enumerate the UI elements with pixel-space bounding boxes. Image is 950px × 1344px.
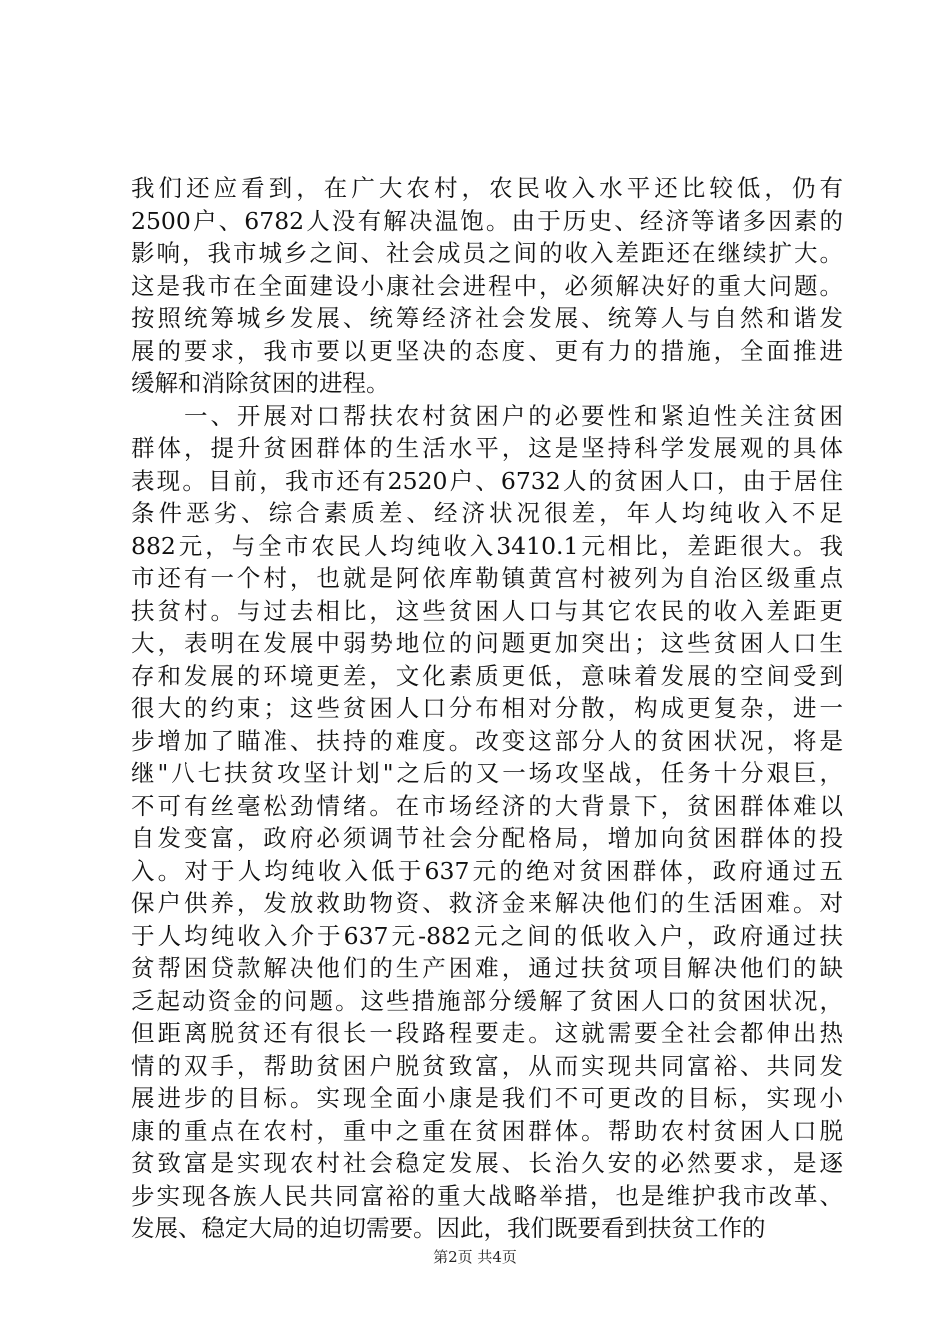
text-line: 表现。目前，我市还有2520户、6732人的贫困人口，由于居住	[131, 466, 843, 495]
page-number-footer: 第2页 共4页	[433, 1248, 517, 1266]
text-line: 按照统筹城乡发展、统筹经济社会发展、统筹人与自然和谐发	[131, 304, 843, 332]
text-line: 这是我市在全面建设小康社会进程中，必须解决好的重大问题。	[131, 271, 843, 300]
text-line: 情的双手，帮助贫困户脱贫致富，从而实现共同富裕、共同发	[131, 1051, 843, 1080]
text-line: 市还有一个村，也就是阿依库勒镇黄宫村被列为自治区级重点	[131, 564, 843, 592]
text-line: 贫致富是实现农村社会稳定发展、长治久安的必然要求，是逐	[131, 1149, 843, 1177]
text-line: 入。对于人均纯收入低于637元的绝对贫困群体，政府通过五	[131, 856, 843, 885]
text-line: 步增加了瞄准、扶持的难度。改变这部分人的贫困状况，将是	[131, 726, 843, 755]
text-line: 扶贫村。与过去相比，这些贫困人口与其它农民的收入差距更	[131, 596, 843, 625]
text-line: 条件恶劣、综合素质差、经济状况很差，年人均纯收入不足	[131, 499, 843, 527]
text-line: 大，表明在发展中弱势地位的问题更加突出；这些贫困人口生	[131, 629, 843, 657]
text-line: 展进步的目标。实现全面小康是我们不可更改的目标，实现小	[131, 1084, 843, 1112]
text-line: 不可有丝毫松劲情绪。在市场经济的大背景下，贫困群体难以	[131, 791, 843, 820]
text-line: 继"八七扶贫攻坚计划"之后的又一场攻坚战，任务十分艰巨，	[131, 759, 843, 787]
text-line: 很大的约束；这些贫困人口分布相对分散，构成更复杂，进一	[131, 694, 843, 722]
text-line: 存和发展的环境更差，文化素质更低，意味着发展的空间受到	[131, 661, 843, 690]
text-line: 于人均纯收入介于637元-882元之间的低收入户，政府通过扶	[131, 921, 843, 950]
text-line: 贫帮困贷款解决他们的生产困难，通过扶贫项目解决他们的缺	[131, 954, 843, 982]
text-line: 康的重点在农村，重中之重在贫困群体。帮助农村贫困人口脱	[131, 1116, 843, 1145]
text-line: 步实现各族人民共同富裕的重大战略举措，也是维护我市改革、	[131, 1181, 843, 1210]
text-line: 乏起动资金的问题。这些措施部分缓解了贫困人口的贫困状况，	[131, 986, 843, 1015]
text-line: 缓解和消除贫困的进程。	[131, 369, 390, 397]
text-line: 882元，与全市农民人均纯收入3410.1元相比，差距很大。我	[131, 531, 843, 560]
text-line: 2500户、6782人没有解决温饱。由于历史、经济等诸多因素的	[131, 206, 843, 235]
text-line: 发展、稳定大局的迫切需要。因此，我们既要看到扶贫工作的	[131, 1214, 766, 1242]
text-line: 但距离脱贫还有很长一段路程要走。这就需要全社会都伸出热	[131, 1019, 843, 1047]
text-line: 影响，我市城乡之间、社会成员之间的收入差距还在继续扩大。	[131, 239, 843, 267]
text-line: 展的要求，我市要以更坚决的态度、更有力的措施，全面推进	[131, 336, 843, 365]
text-line: 一、开展对口帮扶农村贫困户的必要性和紧迫性关注贫困	[131, 401, 843, 430]
text-line: 我们还应看到，在广大农村，农民收入水平还比较低，仍有	[131, 174, 843, 202]
text-line: 群体，提升贫困群体的生活水平，这是坚持科学发展观的具体	[131, 434, 843, 462]
text-line: 保户供养，发放救助物资、救济金来解决他们的生活困难。对	[131, 889, 843, 917]
text-line: 自发变富，政府必须调节社会分配格局，增加向贫困群体的投	[131, 824, 843, 852]
paragraph-2	[131, 400, 843, 1245]
document-body	[131, 172, 843, 1245]
paragraph-1	[131, 172, 843, 400]
